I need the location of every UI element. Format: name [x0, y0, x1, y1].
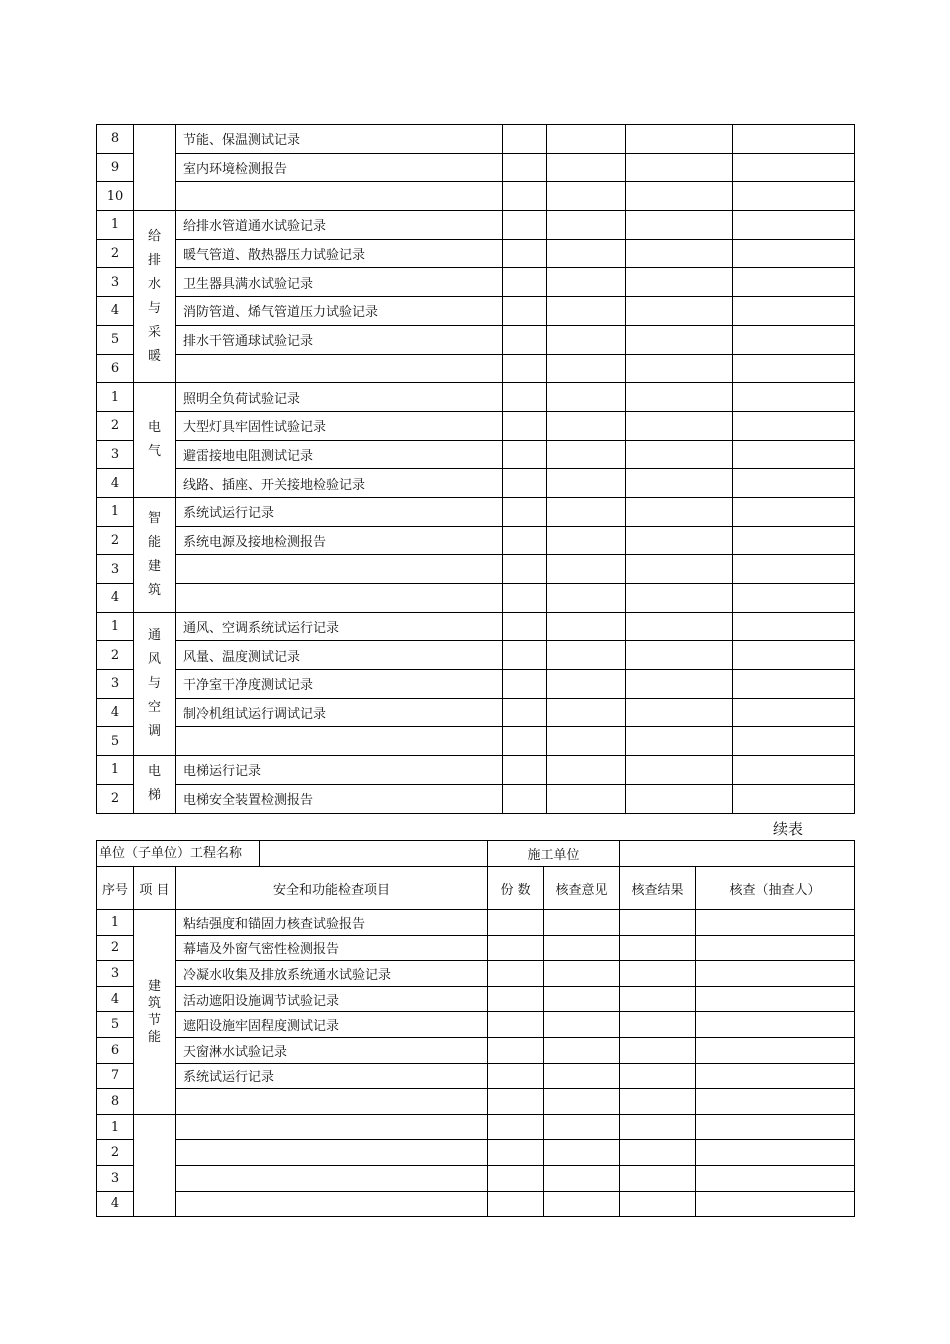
checker-cell[interactable]	[733, 325, 855, 354]
check-item	[176, 1089, 488, 1115]
copies-cell[interactable]	[503, 727, 547, 756]
opinion-cell[interactable]	[544, 1063, 620, 1089]
opinion-cell[interactable]	[547, 612, 626, 641]
table-row	[97, 1012, 855, 1038]
opinion-cell[interactable]	[547, 670, 626, 699]
table-row	[97, 297, 855, 326]
table-row	[97, 325, 855, 354]
result-cell[interactable]	[626, 526, 733, 555]
check-item: 避雷接地电阻测试记录	[176, 440, 503, 469]
table-row	[97, 641, 855, 670]
result-cell[interactable]	[626, 440, 733, 469]
copies-cell[interactable]	[503, 383, 547, 412]
table-row	[97, 153, 855, 182]
header-row	[97, 867, 855, 910]
row-number: 4	[97, 1191, 134, 1217]
check-item: 冷凝水收集及排放系统通水试验记录	[176, 961, 488, 987]
check-item: 系统电源及接地检测报告	[176, 526, 503, 555]
table-row	[97, 1089, 855, 1115]
check-item: 通风、空调系统试运行记录	[176, 612, 503, 641]
check-item	[176, 1140, 488, 1166]
table-row	[97, 1063, 855, 1089]
header-checker: 核查（抽查人）	[696, 867, 855, 910]
checker-cell[interactable]	[696, 910, 855, 936]
row-number: 2	[97, 1140, 134, 1166]
result-cell[interactable]	[626, 469, 733, 498]
result-cell[interactable]	[626, 182, 733, 211]
row-number: 9	[97, 153, 134, 182]
opinion-cell[interactable]	[544, 1191, 620, 1217]
row-number: 2	[97, 411, 134, 440]
check-item: 天窗淋水试验记录	[176, 1037, 488, 1063]
checker-cell[interactable]	[696, 1140, 855, 1166]
construction-label: 施工单位	[488, 841, 620, 867]
row-number: 2	[97, 526, 134, 555]
header-project: 项 目	[134, 867, 176, 910]
table-row	[97, 756, 855, 785]
result-cell[interactable]	[620, 986, 696, 1012]
result-cell[interactable]	[620, 1114, 696, 1140]
checker-cell[interactable]	[733, 584, 855, 613]
result-cell[interactable]	[626, 411, 733, 440]
row-number: 1	[97, 383, 134, 412]
row-number: 7	[97, 1063, 134, 1089]
opinion-cell[interactable]	[547, 354, 626, 383]
check-item: 遮阳设施牢固程度测试记录	[176, 1012, 488, 1038]
result-cell[interactable]	[620, 961, 696, 987]
row-number: 4	[97, 698, 134, 727]
opinion-cell[interactable]	[547, 411, 626, 440]
opinion-cell[interactable]	[544, 1089, 620, 1115]
result-cell[interactable]	[626, 612, 733, 641]
category-cell	[134, 910, 176, 1115]
check-item: 室内环境检测报告	[176, 153, 503, 182]
copies-cell[interactable]	[488, 910, 544, 936]
table-row	[97, 383, 855, 412]
opinion-cell[interactable]	[547, 698, 626, 727]
opinion-cell[interactable]	[547, 526, 626, 555]
category-cell	[134, 497, 176, 612]
checker-cell[interactable]	[733, 756, 855, 785]
checker-cell[interactable]	[733, 698, 855, 727]
category-label: 电梯	[148, 764, 162, 804]
row-number: 6	[97, 354, 134, 383]
checker-cell[interactable]	[733, 297, 855, 326]
result-cell[interactable]	[620, 935, 696, 961]
checker-cell[interactable]	[733, 125, 855, 154]
table-row	[97, 784, 855, 813]
table-row	[97, 727, 855, 756]
result-cell[interactable]	[626, 698, 733, 727]
checker-cell[interactable]	[733, 526, 855, 555]
copies-cell[interactable]	[503, 784, 547, 813]
checker-cell[interactable]	[733, 670, 855, 699]
copies-cell[interactable]	[503, 440, 547, 469]
opinion-cell[interactable]	[547, 784, 626, 813]
copies-cell[interactable]	[503, 297, 547, 326]
checker-cell[interactable]	[733, 411, 855, 440]
copies-cell[interactable]	[488, 1114, 544, 1140]
header-copies: 份 数	[488, 867, 544, 910]
copies-cell[interactable]	[503, 555, 547, 584]
result-cell[interactable]	[626, 641, 733, 670]
opinion-cell[interactable]	[547, 153, 626, 182]
result-cell[interactable]	[620, 1063, 696, 1089]
copies-cell[interactable]	[488, 961, 544, 987]
table-row	[97, 698, 855, 727]
copies-cell[interactable]	[503, 411, 547, 440]
table-row	[97, 268, 855, 297]
continued-caption: 续表	[773, 820, 804, 838]
copies-cell[interactable]	[503, 698, 547, 727]
category-cell	[134, 1114, 176, 1216]
category-cell	[134, 756, 176, 813]
result-cell[interactable]	[620, 1140, 696, 1166]
copies-cell[interactable]	[503, 641, 547, 670]
check-item: 节能、保温测试记录	[176, 125, 503, 154]
table-row	[97, 526, 855, 555]
table-row	[97, 961, 855, 987]
checker-cell[interactable]	[733, 727, 855, 756]
row-number: 3	[97, 961, 134, 987]
table-row	[97, 1037, 855, 1063]
row-number: 8	[97, 1089, 134, 1115]
table-row	[97, 469, 855, 498]
checker-cell[interactable]	[696, 986, 855, 1012]
copies-cell[interactable]	[488, 1165, 544, 1191]
copies-cell[interactable]	[488, 1191, 544, 1217]
checker-cell[interactable]	[733, 469, 855, 498]
check-item: 卫生器具满水试验记录	[176, 268, 503, 297]
check-item	[176, 555, 503, 584]
check-table-1	[96, 124, 855, 814]
check-item: 风量、温度测试记录	[176, 641, 503, 670]
checker-cell[interactable]	[733, 182, 855, 211]
check-item: 粘结强度和锚固力核查试验报告	[176, 910, 488, 936]
table-row	[97, 670, 855, 699]
copies-cell[interactable]	[503, 325, 547, 354]
check-item	[176, 1165, 488, 1191]
row-number: 3	[97, 1165, 134, 1191]
opinion-cell[interactable]	[547, 440, 626, 469]
result-cell[interactable]	[626, 125, 733, 154]
checker-cell[interactable]	[696, 935, 855, 961]
result-cell[interactable]	[626, 325, 733, 354]
checker-cell[interactable]	[696, 1114, 855, 1140]
table-row	[97, 1165, 855, 1191]
opinion-cell[interactable]	[547, 182, 626, 211]
checker-cell[interactable]	[696, 1165, 855, 1191]
checker-cell[interactable]	[733, 497, 855, 526]
copies-cell[interactable]	[503, 182, 547, 211]
row-number: 5	[97, 1012, 134, 1038]
result-cell[interactable]	[626, 555, 733, 584]
row-number: 1	[97, 1114, 134, 1140]
result-cell[interactable]	[626, 354, 733, 383]
row-number: 4	[97, 469, 134, 498]
opinion-cell[interactable]	[547, 297, 626, 326]
row-number: 1	[97, 612, 134, 641]
header-item: 安全和功能检查项目	[176, 867, 488, 910]
row-number: 3	[97, 440, 134, 469]
table-row	[97, 555, 855, 584]
opinion-cell[interactable]	[544, 961, 620, 987]
table-row	[97, 612, 855, 641]
check-item: 幕墙及外窗气密性检测报告	[176, 935, 488, 961]
category-label: 智能建筑	[148, 510, 162, 598]
opinion-cell[interactable]	[547, 497, 626, 526]
check-item: 线路、插座、开关接地检验记录	[176, 469, 503, 498]
category-cell	[134, 383, 176, 498]
opinion-cell[interactable]	[544, 1140, 620, 1166]
copies-cell[interactable]	[488, 1063, 544, 1089]
result-cell[interactable]	[626, 211, 733, 240]
row-number: 4	[97, 986, 134, 1012]
copies-cell[interactable]	[488, 1012, 544, 1038]
table-row	[97, 354, 855, 383]
result-cell[interactable]	[626, 297, 733, 326]
check-item	[176, 354, 503, 383]
copies-cell[interactable]	[503, 670, 547, 699]
table-row	[97, 910, 855, 936]
copies-cell[interactable]	[488, 1140, 544, 1166]
result-cell[interactable]	[626, 584, 733, 613]
row-number: 8	[97, 125, 134, 154]
checker-cell[interactable]	[733, 153, 855, 182]
table-row	[97, 440, 855, 469]
copies-cell[interactable]	[503, 584, 547, 613]
copies-cell[interactable]	[503, 125, 547, 154]
category-label: 建筑节能	[148, 978, 162, 1045]
category-cell	[134, 612, 176, 755]
check-item: 照明全负荷试验记录	[176, 383, 503, 412]
copies-cell[interactable]	[503, 756, 547, 785]
table-row	[97, 411, 855, 440]
row-number: 5	[97, 325, 134, 354]
check-item: 电梯安全装置检测报告	[176, 784, 503, 813]
copies-cell[interactable]	[503, 354, 547, 383]
header-opinion: 核查意见	[544, 867, 620, 910]
opinion-cell[interactable]	[544, 935, 620, 961]
opinion-cell[interactable]	[547, 325, 626, 354]
copies-cell[interactable]	[503, 497, 547, 526]
checker-cell[interactable]	[696, 961, 855, 987]
opinion-cell[interactable]	[547, 239, 626, 268]
category-cell	[134, 125, 176, 211]
copies-cell[interactable]	[503, 153, 547, 182]
result-cell[interactable]	[620, 1165, 696, 1191]
check-item: 消防管道、烯气管道压力试验记录	[176, 297, 503, 326]
opinion-cell[interactable]	[547, 584, 626, 613]
check-table-2	[96, 840, 855, 1217]
header-seq: 序号	[97, 867, 134, 910]
check-item	[176, 1191, 488, 1217]
row-number: 1	[97, 756, 134, 785]
copies-cell[interactable]	[503, 239, 547, 268]
row-number: 4	[97, 297, 134, 326]
unit-row	[97, 841, 855, 867]
result-cell[interactable]	[620, 1089, 696, 1115]
checker-cell[interactable]	[733, 383, 855, 412]
header-result: 核查结果	[620, 867, 696, 910]
checker-cell[interactable]	[696, 1063, 855, 1089]
checker-cell[interactable]	[733, 784, 855, 813]
opinion-cell[interactable]	[547, 727, 626, 756]
row-number: 3	[97, 670, 134, 699]
checker-cell[interactable]	[696, 1191, 855, 1217]
copies-cell[interactable]	[488, 1089, 544, 1115]
result-cell[interactable]	[626, 153, 733, 182]
table-row	[97, 986, 855, 1012]
checker-cell[interactable]	[696, 1012, 855, 1038]
check-item	[176, 727, 503, 756]
check-item	[176, 182, 503, 211]
row-number: 10	[97, 182, 134, 211]
checker-cell[interactable]	[733, 612, 855, 641]
copies-cell[interactable]	[488, 935, 544, 961]
check-item	[176, 584, 503, 613]
result-cell[interactable]	[620, 1037, 696, 1063]
table-row	[97, 935, 855, 961]
opinion-cell[interactable]	[547, 555, 626, 584]
check-item	[176, 1114, 488, 1140]
opinion-cell[interactable]	[544, 1037, 620, 1063]
opinion-cell[interactable]	[547, 383, 626, 412]
table-row	[97, 239, 855, 268]
table-row	[97, 182, 855, 211]
result-cell[interactable]	[626, 727, 733, 756]
check-item: 制冷机组试运行调试记录	[176, 698, 503, 727]
category-label: 通风与空调	[148, 627, 162, 739]
table-row	[97, 125, 855, 154]
result-cell[interactable]	[626, 268, 733, 297]
opinion-cell[interactable]	[544, 1012, 620, 1038]
row-number: 3	[97, 555, 134, 584]
row-number: 6	[97, 1037, 134, 1063]
checker-cell[interactable]	[733, 641, 855, 670]
opinion-cell[interactable]	[547, 211, 626, 240]
row-number: 1	[97, 211, 134, 240]
unit-label: 单位（子单位）工程名称	[99, 841, 260, 866]
copies-cell[interactable]	[503, 469, 547, 498]
row-number: 2	[97, 641, 134, 670]
result-cell[interactable]	[626, 497, 733, 526]
check-item: 活动遮阳设施调节试验记录	[176, 986, 488, 1012]
opinion-cell[interactable]	[544, 1165, 620, 1191]
row-number: 1	[97, 910, 134, 936]
result-cell[interactable]	[620, 910, 696, 936]
category-cell	[134, 211, 176, 383]
checker-cell[interactable]	[733, 555, 855, 584]
copies-cell[interactable]	[503, 268, 547, 297]
check-item: 系统试运行记录	[176, 1063, 488, 1089]
check-item: 系统试运行记录	[176, 497, 503, 526]
check-item: 大型灯具牢固性试验记录	[176, 411, 503, 440]
row-number: 4	[97, 584, 134, 613]
opinion-cell[interactable]	[544, 986, 620, 1012]
result-cell[interactable]	[626, 756, 733, 785]
result-cell[interactable]	[620, 1012, 696, 1038]
copies-cell[interactable]	[503, 211, 547, 240]
checker-cell[interactable]	[733, 354, 855, 383]
construction-value[interactable]	[620, 841, 855, 867]
result-cell[interactable]	[626, 239, 733, 268]
result-cell[interactable]	[626, 670, 733, 699]
checker-cell[interactable]	[733, 268, 855, 297]
checker-cell[interactable]	[733, 211, 855, 240]
check-item: 给排水管道通水试验记录	[176, 211, 503, 240]
table-row	[97, 211, 855, 240]
table-row	[97, 1140, 855, 1166]
table-row	[97, 1114, 855, 1140]
result-cell[interactable]	[626, 784, 733, 813]
checker-cell[interactable]	[696, 1089, 855, 1115]
check-item: 暖气管道、散热器压力试验记录	[176, 239, 503, 268]
row-number: 5	[97, 727, 134, 756]
copies-cell[interactable]	[503, 526, 547, 555]
checker-cell[interactable]	[733, 440, 855, 469]
row-number: 2	[97, 935, 134, 961]
result-cell[interactable]	[620, 1191, 696, 1217]
opinion-cell[interactable]	[547, 641, 626, 670]
opinion-cell[interactable]	[547, 125, 626, 154]
opinion-cell[interactable]	[544, 1114, 620, 1140]
opinion-cell[interactable]	[547, 268, 626, 297]
row-number: 3	[97, 268, 134, 297]
checker-cell[interactable]	[733, 239, 855, 268]
category-label: 给排水与采暖	[148, 228, 162, 364]
opinion-cell[interactable]	[544, 910, 620, 936]
check-item: 干净室干净度测试记录	[176, 670, 503, 699]
checker-cell[interactable]	[696, 1037, 855, 1063]
result-cell[interactable]	[626, 383, 733, 412]
copies-cell[interactable]	[503, 612, 547, 641]
row-number: 2	[97, 239, 134, 268]
opinion-cell[interactable]	[547, 756, 626, 785]
table-row	[97, 1191, 855, 1217]
check-item: 排水干管通球试验记录	[176, 325, 503, 354]
table-row	[97, 497, 855, 526]
unit-value[interactable]	[260, 841, 487, 866]
copies-cell[interactable]	[488, 986, 544, 1012]
row-number: 2	[97, 784, 134, 813]
table-row	[97, 584, 855, 613]
row-number: 1	[97, 497, 134, 526]
category-label: 电气	[148, 420, 162, 460]
copies-cell[interactable]	[488, 1037, 544, 1063]
opinion-cell[interactable]	[547, 469, 626, 498]
check-item: 电梯运行记录	[176, 756, 503, 785]
